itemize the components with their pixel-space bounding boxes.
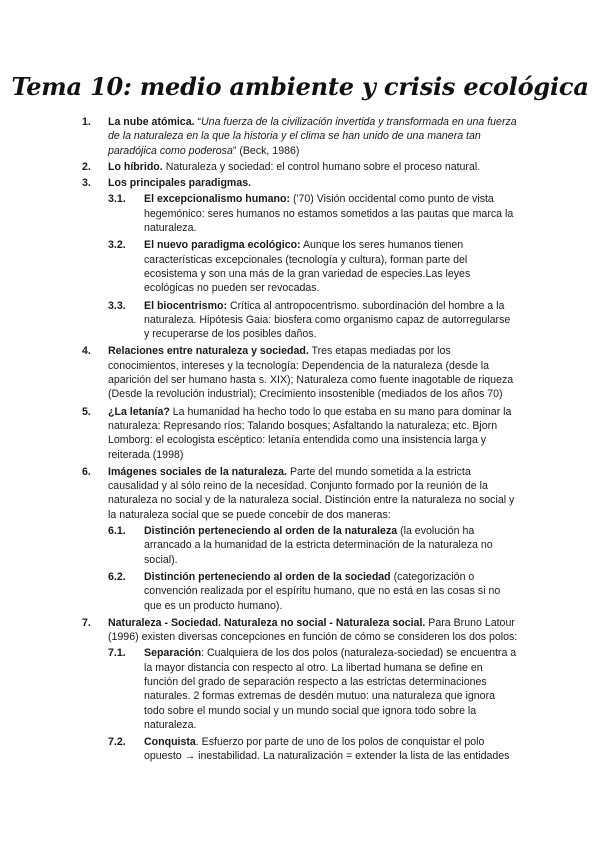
- document-body: [0, 115, 600, 764]
- sub-item-heading: El excepcionalismo humano:: [144, 193, 290, 206]
- list-item: [0, 176, 600, 190]
- list-item: [0, 344, 600, 401]
- sub-list-item: [0, 238, 600, 295]
- sub-item-number: 6.2.: [108, 570, 126, 583]
- item-text: La humanidad ha hecho todo lo que estaba en su mano para dominar la naturaleza: Represando ríos; Talando bosques; Asfaltando la naturaleza; etc. Bjorn Lomborg: el ecologista escéptico: letanía entendida como una insistencia larga y reiterada (1998): [108, 405, 512, 461]
- list-item: [0, 405, 600, 462]
- sub-list-item: [0, 735, 600, 764]
- sub-item-text: Aunque los seres humanos tienen características excepcionales (tecnología y cultura), forman parte del ecosistema y son una más de la gran variedad de especies.Las leyes ecológicas no pueden ser revocadas.: [144, 239, 471, 295]
- sub-list-item: [0, 299, 600, 342]
- sub-item-heading: Separación: [144, 647, 202, 660]
- sub-item-number: 7.2.: [108, 736, 126, 749]
- list-item: [0, 160, 600, 174]
- sub-item-heading: Distinción perteneciendo al orden de la sociedad: [144, 570, 391, 583]
- item-number: 5.: [82, 405, 91, 418]
- sub-item-number: 3.1.: [108, 193, 126, 206]
- item-heading: La nube atómica.: [108, 116, 195, 128]
- item-heading: ¿La letanía?: [108, 405, 170, 418]
- item-heading: Los principales paradigmas.: [108, 177, 252, 190]
- item-heading: Naturaleza - Sociedad. Naturaleza no social - Naturaleza social.: [108, 616, 426, 629]
- sub-list-item: [0, 646, 600, 732]
- sub-item-text: : Cualquiera de los dos polos (naturaleza-sociedad) se encuentra a la mayor distancia con respecto al otro. La libertad humana se define en función del grado de separación respecto a las estrictas determinaciones naturales. 2 formas extremas de desdén mutuo: una naturaleza que ignora todo sobre el mundo social y un mundo social que ignora todo sobre la naturaleza.: [144, 647, 517, 731]
- sub-item-text: (categorización o convención realizada por el espíritu humano, que no está en las cosas si no que es un producto humano).: [144, 570, 501, 612]
- sub-item-heading: Distinción perteneciendo al orden de la naturaleza: [144, 525, 398, 538]
- sub-item-number: 3.3.: [108, 299, 126, 312]
- quote-citation: ” (Beck, 1986): [232, 144, 300, 157]
- sub-item-heading: El nuevo paradigma ecológico:: [144, 239, 301, 252]
- sub-item-text: Crítica al antropocentrismo. subordinación del hombre a la naturaleza. Hipótesis Gaia: biosfera como organismo capaz de autorregularse y recuperarse de los posibles daños.: [144, 299, 511, 341]
- item-text: Tres etapas mediadas por los conocimientos, intereses y la tecnología: Dependencia de la naturaleza (desde la aparición del ser humano hasta s. XIX); Naturaleza como fuente inagotable de riqueza (Desde la revolución industrial); Crecimiento insostenible (mediados de los años 70): [108, 345, 514, 401]
- sub-item-number: 6.1.: [108, 525, 126, 538]
- quote-open: “: [197, 116, 202, 128]
- sub-list-item: [0, 524, 600, 567]
- item-number: 6.: [82, 465, 91, 478]
- list-item: [0, 616, 600, 645]
- item-heading: Lo híbrido.: [108, 160, 163, 173]
- item-number: 4.: [82, 345, 91, 358]
- sub-list-item: [0, 192, 600, 235]
- list-item: [0, 465, 600, 522]
- sub-item-text: (la evolución ha arrancado a la humanidad de la estricta determinación de la naturaleza no social).: [144, 525, 493, 566]
- sub-item-heading: Conquista: [144, 736, 196, 749]
- item-heading: Imágenes sociales de la naturaleza.: [108, 465, 288, 478]
- item-text: Naturaleza y sociedad: el control humano sobre el proceso natural.: [165, 160, 481, 173]
- list-item: [0, 115, 600, 158]
- item-number: 1.: [82, 116, 91, 128]
- item-number: 7.: [82, 616, 91, 629]
- sub-item-text: . Esfuerzo por parte de uno de los polos de conquistar el polo opuesto → inestabilidad. La naturalización = extender la lista de las entidades: [144, 736, 510, 763]
- item-text: Para Bruno Latour (1996) existen diversas concepciones en función de cómo se consideren los dos polos:: [108, 616, 518, 644]
- item-number: 2.: [82, 160, 91, 173]
- item-quote: Una fuerza de la civilización invertida y transformada en una fuerza de la naturaleza en la que la historia y el clima se han unido de una manera tan paradójica como poderosa: [108, 116, 517, 157]
- sub-list-item: [0, 570, 600, 613]
- sub-item-number: 3.2.: [108, 239, 126, 252]
- sub-item-heading: El biocentrismo:: [144, 299, 227, 312]
- sub-item-text: ('70) Visión occidental como punto de vista hegemónico: seres humanos no estamos sometidos a las pautas que marca la naturaleza.: [144, 193, 514, 235]
- sub-item-number: 7.1.: [108, 647, 126, 660]
- item-heading: Relaciones entre naturaleza y sociedad.: [108, 345, 309, 358]
- item-text: Parte del mundo sometida a la estricta causalidad y al sólo reino de la necesidad. Conjunto formado por la reunión de la naturaleza no social y de la naturaleza social. Distinción entre la naturaleza no social y la naturaleza social que se puede concebir de dos maneras:: [108, 465, 515, 521]
- item-number: 3.: [82, 177, 91, 190]
- page-title: Tema 10: medio ambiente y crisis ecológica: [11, 72, 589, 101]
